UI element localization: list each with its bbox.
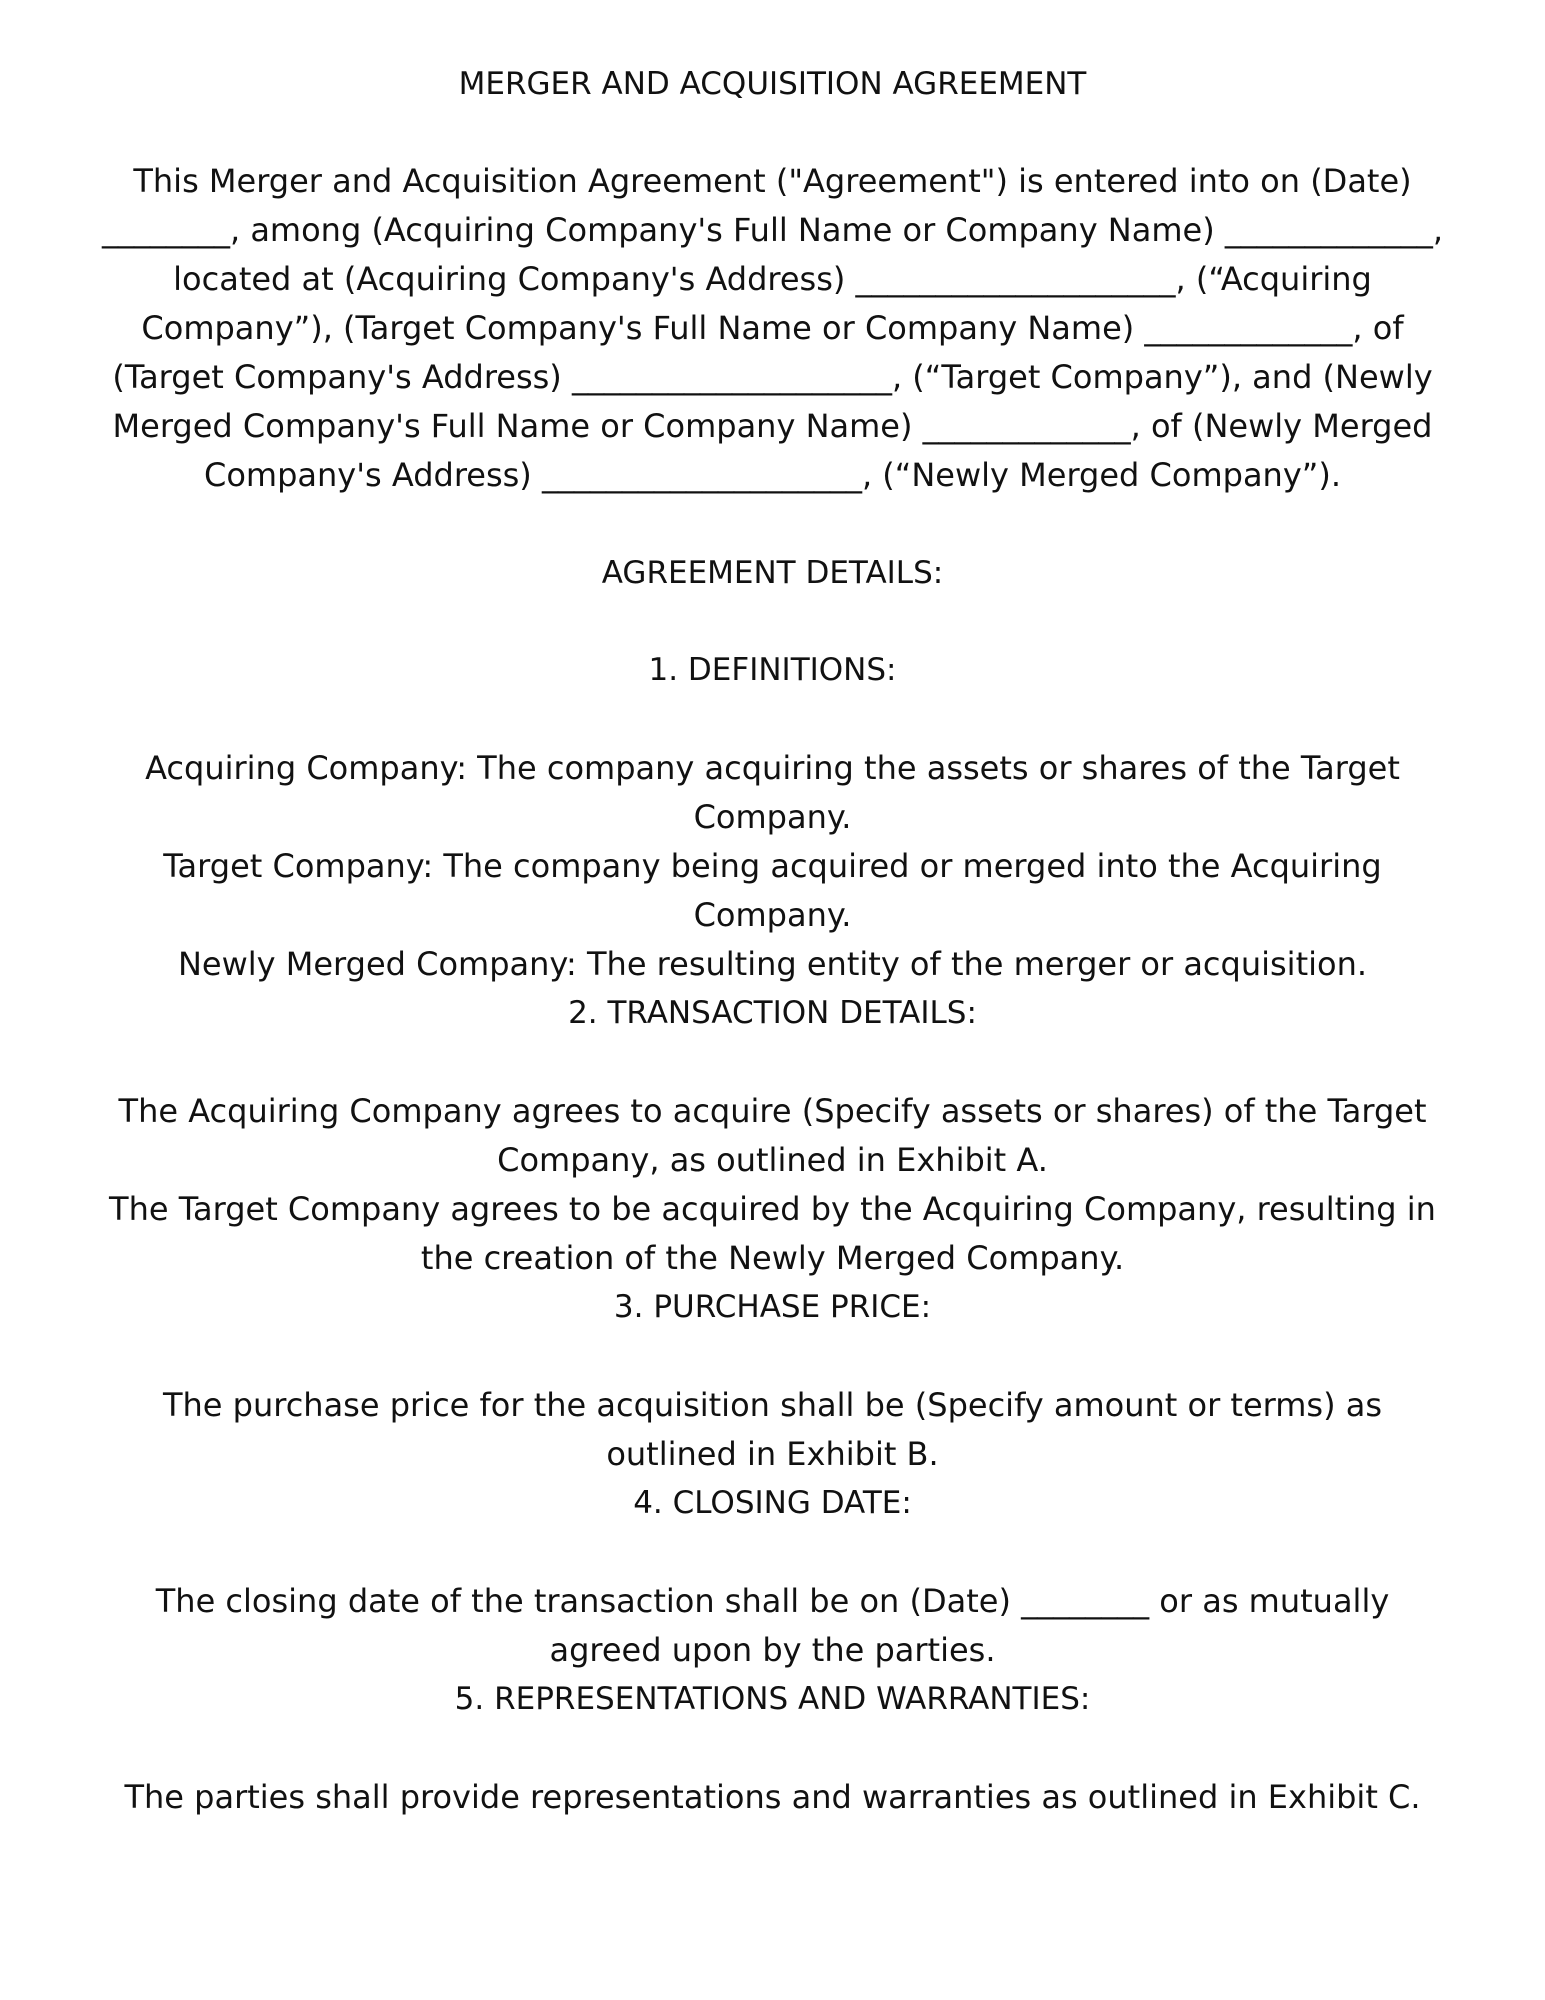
definitions-line: Target Company: The company being acquired or merged into the Acquiring xyxy=(163,847,1382,885)
definitions-paragraph xyxy=(70,744,1475,989)
purchase-price-heading: 3. PURCHASE PRICE: xyxy=(613,1289,932,1325)
purchase-price-line: The purchase price for the acquisition shall be (Specify amount or terms) as xyxy=(162,1386,1383,1424)
definitions-heading: 1. DEFINITIONS: xyxy=(648,652,897,688)
transaction-line: Company, as outlined in Exhibit A. xyxy=(497,1141,1048,1179)
transaction-paragraph xyxy=(70,1087,1475,1283)
closing-date-line: The closing date of the transaction shall be on (Date) ________ or as mutually xyxy=(155,1582,1390,1620)
representations-paragraph xyxy=(70,1773,1475,1822)
purchase-price-line: outlined in Exhibit B. xyxy=(606,1435,939,1473)
intro-paragraph xyxy=(70,157,1475,500)
intro-line: Company's Address) ____________________, (“Newly Merged Company”). xyxy=(203,456,1341,494)
definitions-line: Company. xyxy=(693,798,852,836)
agreement-details-heading: AGREEMENT DETAILS: xyxy=(601,555,944,591)
transaction-details-heading: 2. TRANSACTION DETAILS: xyxy=(568,995,977,1031)
transaction-line: the creation of the Newly Merged Company. xyxy=(420,1239,1125,1277)
closing-date-heading: 4. CLOSING DATE: xyxy=(633,1485,912,1521)
intro-line: (Target Company's Address) ____________________, (“Target Company”), and (Newly xyxy=(112,358,1433,396)
document-title: MERGER AND ACQUISITION AGREEMENT xyxy=(458,66,1087,102)
intro-line: ________, among (Acquiring Company's Full Name or Company Name) _____________, xyxy=(101,211,1444,249)
closing-date-paragraph xyxy=(70,1577,1475,1675)
intro-line: This Merger and Acquisition Agreement ("Agreement") is entered into on (Date) xyxy=(133,162,1412,200)
definitions-line: Company. xyxy=(693,896,852,934)
closing-date-line: agreed upon by the parties. xyxy=(549,1631,996,1669)
definitions-line: Acquiring Company: The company acquiring the assets or shares of the Target xyxy=(145,749,1400,787)
representations-heading: 5. REPRESENTATIONS AND WARRANTIES: xyxy=(454,1681,1091,1717)
intro-line: Merged Company's Full Name or Company Name) _____________, of (Newly Merged xyxy=(112,407,1433,445)
transaction-line: The Acquiring Company agrees to acquire (Specify assets or shares) of the Target xyxy=(118,1092,1427,1130)
purchase-price-paragraph xyxy=(70,1381,1475,1479)
definitions-line: Newly Merged Company: The resulting entity of the merger or acquisition. xyxy=(177,945,1368,983)
intro-line: located at (Acquiring Company's Address) ____________________, (“Acquiring xyxy=(173,260,1372,298)
representations-line: The parties shall provide representations and warranties as outlined in Exhibit C. xyxy=(124,1778,1421,1816)
transaction-line: The Target Company agrees to be acquired by the Acquiring Company, resulting in xyxy=(109,1190,1436,1228)
intro-line: Company”), (Target Company's Full Name or Company Name) _____________, of xyxy=(141,309,1404,347)
